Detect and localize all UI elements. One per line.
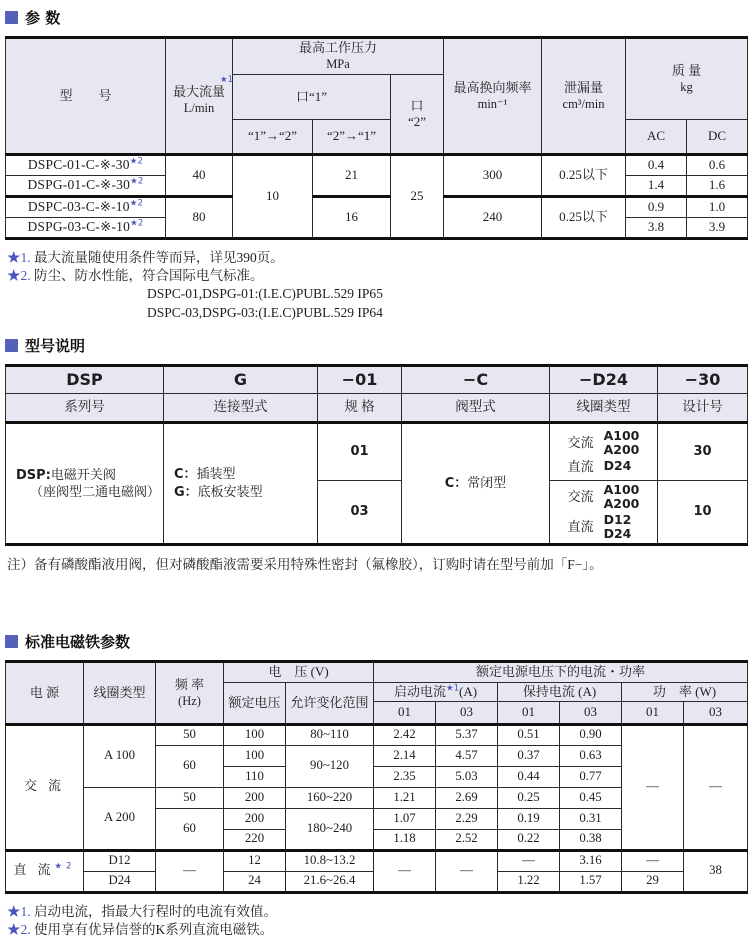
t3-subheader-01: 01	[498, 701, 560, 724]
coil-value: D24	[603, 458, 632, 474]
coil-value: A200	[603, 496, 640, 512]
wattage-03-value: 38	[684, 850, 748, 892]
code-valve-type: −C	[402, 365, 550, 393]
t1-header-leakage-text: 泄漏量	[563, 79, 603, 95]
coil-options-10	[568, 482, 640, 543]
inrush-03-value: 5.03	[436, 766, 498, 787]
wattage-03-value: —	[684, 724, 748, 850]
t1-header-max-pressure	[233, 38, 444, 75]
code-size: −01	[318, 365, 402, 393]
mass-ac-value: 3.8	[626, 217, 687, 238]
t1-header-mass-unit: kg	[680, 79, 693, 94]
t1-header-max-flow-unit: L/min	[183, 100, 215, 115]
t3-subheader-01: 01	[374, 701, 436, 724]
series-key: DSP:	[16, 467, 51, 483]
code-coil-type: −D24	[550, 365, 658, 393]
t3-data-row-7	[6, 850, 748, 871]
inrush-01-value: 2.35	[374, 766, 436, 787]
wattage-01-value: 29	[622, 871, 684, 892]
model-designation-table	[5, 364, 748, 547]
t3-subheader-03: 03	[560, 701, 622, 724]
size-01-cell	[318, 422, 402, 480]
spacer	[5, 573, 747, 629]
model-number-cell	[6, 217, 166, 238]
coil-dc-group	[568, 513, 640, 542]
code-design-number: −30	[658, 365, 748, 393]
footnote-2-marker: ★2.	[7, 921, 31, 937]
t3-header-voltage-range: 允许变化范围	[286, 682, 374, 724]
t3-subheader-01: 01	[622, 701, 684, 724]
t1-header-switching-freq-text: 最高换向频率	[453, 79, 532, 95]
t1-header-mass-text: 质 量	[671, 62, 702, 78]
t1-header-dir-2to1: “2”→“1”	[313, 119, 391, 154]
section-title-solenoid-parameters	[5, 631, 747, 652]
model-footnote-marker: ★2	[129, 198, 144, 209]
pressure-2to1-value: 21	[313, 154, 391, 196]
coil-value: A100	[603, 481, 640, 497]
model-footnote-marker: ★2	[130, 176, 144, 187]
inrush-03-value: 2.52	[436, 829, 498, 850]
inrush-01-value: 1.18	[374, 829, 436, 850]
max-flow-value: 40	[166, 154, 233, 196]
t1-header-switching-freq	[444, 38, 542, 155]
t1-header-ac: AC	[626, 119, 687, 154]
model-number: DSPC-01-C-※-30	[27, 156, 130, 172]
t3-header-power: 电 源	[6, 662, 84, 725]
holding-03-value: 1.57	[560, 871, 622, 892]
frequency-value: 50	[156, 724, 224, 745]
mass-dc-value: 1.0	[687, 196, 748, 217]
t3-subheader-03: 03	[684, 701, 748, 724]
frequency-value: —	[156, 850, 224, 892]
t1-header-max-pressure-unit: MPa	[326, 57, 350, 72]
ac-label: 交流	[567, 435, 594, 450]
holding-01-value: 1.22	[498, 871, 560, 892]
footnote-2	[7, 921, 747, 939]
inrush-01-value: 2.14	[374, 745, 436, 766]
holding-03-value: 0.77	[560, 766, 622, 787]
design-10-value: 10	[693, 504, 712, 520]
dc-label: 直流	[567, 458, 594, 474]
model-footnote-marker: ★2	[130, 218, 144, 229]
holding-03-value: 0.90	[560, 724, 622, 745]
inrush-01-value: 2.42	[374, 724, 436, 745]
solenoid-parameters-table	[5, 660, 748, 894]
model-footnote-marker: ★2	[129, 156, 144, 167]
dc-coil-values	[604, 513, 632, 542]
holding-03-value: 3.16	[560, 850, 622, 871]
section-title-text: 型号说明	[25, 336, 86, 355]
footnote-2-marker: ★2.	[7, 268, 31, 284]
rated-voltage-value: 100	[224, 745, 286, 766]
model-number: DSPG-01-C-※-30	[27, 176, 131, 192]
inrush-01-value: 1.07	[374, 808, 436, 829]
inrush-01-value: 1.21	[374, 787, 436, 808]
t3-header-holding-current: 保持电流 (A)	[498, 682, 622, 701]
section-title-parameters	[5, 7, 747, 28]
voltage-range-value: 80~110	[286, 724, 374, 745]
size-03-cell	[318, 480, 402, 545]
t1-data-row-1	[6, 154, 748, 175]
switching-freq-value: 240	[444, 196, 542, 238]
label-size: 规 格	[318, 393, 402, 422]
mass-ac-value: 0.9	[626, 196, 687, 217]
inrush-03-value: 4.57	[436, 745, 498, 766]
holding-03-value: 0.45	[560, 787, 622, 808]
holding-01-value: 0.44	[498, 766, 560, 787]
rated-voltage-value: 200	[224, 808, 286, 829]
connection-c-key: C：	[174, 467, 197, 483]
footnote-1	[7, 903, 747, 921]
t3-header-inrush-unit: (A)	[459, 683, 478, 699]
section-title-text: 参 数	[25, 9, 61, 27]
ac-power-label: 交 流	[6, 724, 84, 850]
footnote-1-marker: ★1.	[7, 903, 31, 919]
coil-options-30	[568, 428, 640, 476]
t3-header-wattage: 功 率 (W)	[622, 682, 748, 701]
max-flow-value: 80	[166, 196, 233, 238]
leakage-value: 0.25以下	[542, 196, 626, 238]
t3-header-frequency	[156, 662, 224, 725]
switching-freq-value: 300	[444, 154, 542, 196]
t3-header-voltage: 电 压 (V)	[224, 662, 374, 682]
rated-voltage-value: 100	[224, 724, 286, 745]
series-description-line2: （座阀型二通电磁阀）	[30, 484, 161, 499]
t3-subheader-03: 03	[436, 701, 498, 724]
label-valve-type: 阀型式	[402, 393, 550, 422]
code-connection: G	[164, 365, 318, 393]
valve-type-key: C：	[444, 475, 468, 491]
t3-header-frequency-unit: (Hz)	[178, 693, 201, 708]
coil-type-a100: A 100	[84, 724, 156, 787]
footnote-2-detail-2: DSPC-03,DSPG-03:(I.E.C)PUBL.529 IP64	[147, 304, 383, 320]
connection-c-value: 插装型	[196, 466, 236, 482]
voltage-range-value: 21.6~26.4	[286, 871, 374, 892]
coil-dc-group	[568, 459, 640, 475]
t1-header-row-1	[6, 38, 748, 75]
holding-03-value: 0.38	[560, 829, 622, 850]
model-number: DSPC-03-C-※-10	[27, 198, 130, 214]
t3-header-inrush-current	[374, 682, 498, 701]
coil-options-30-cell	[550, 422, 658, 480]
t3-header-frequency-text: 频 率	[174, 676, 205, 692]
series-description-cell	[6, 422, 164, 545]
code-series: DSP	[6, 365, 164, 393]
t1-header-port2-char: 口	[410, 97, 424, 113]
footnote-2-text: 使用享有优异信誉的K系列直流电磁铁。	[34, 921, 274, 937]
t2-label-row	[6, 393, 748, 422]
coil-type-d24: D24	[84, 871, 156, 892]
dc-power-label-text: 直 流	[13, 863, 55, 878]
t1-header-max-flow-text: 最大流量	[172, 83, 225, 99]
series-value: 电磁开关阀	[50, 466, 116, 482]
t3-footnotes	[7, 903, 747, 939]
coil-options-10-cell	[550, 480, 658, 545]
t1-header-port1: 口“1”	[233, 74, 391, 119]
frequency-value: 60	[156, 745, 224, 787]
footnote-2-text: 防尘、防水性能，符合国际电气标准。	[34, 268, 264, 284]
t1-data-row-3	[6, 196, 748, 217]
rated-voltage-value: 110	[224, 766, 286, 787]
frequency-value: 60	[156, 808, 224, 850]
t1-header-max-pressure-text: 最高工作压力	[298, 40, 377, 55]
t1-header-dc: DC	[687, 119, 748, 154]
dc-power-label	[6, 850, 84, 892]
t3-header-inrush-text: 启动电流	[393, 683, 446, 699]
rated-voltage-value: 24	[224, 871, 286, 892]
mass-dc-value: 3.9	[687, 217, 748, 238]
footnote-1	[7, 249, 747, 267]
voltage-range-value: 180~240	[286, 808, 374, 850]
dc-label: 直流	[567, 518, 594, 534]
mass-dc-value: 1.6	[687, 175, 748, 196]
label-series: 系列号	[6, 393, 164, 422]
wattage-01-value: —	[622, 850, 684, 871]
label-coil-type: 线圈类型	[550, 393, 658, 422]
footnote-1-text: 启动电流，指最大行程时的电流有效值。	[34, 903, 277, 919]
t3-header-coil-type: 线圈类型	[84, 662, 156, 725]
design-30-cell	[658, 422, 748, 480]
t2-content-row-1	[6, 422, 748, 480]
t1-header-port2-num: “2”	[407, 113, 427, 129]
t1-header-dir-1to2: “1”→“2”	[233, 119, 313, 154]
ac-coil-values	[604, 429, 640, 458]
t3-data-row-1	[6, 724, 748, 745]
connection-description-cell	[164, 422, 318, 545]
dc-coil-values	[604, 459, 632, 473]
model-number: DSPG-03-C-※-10	[27, 218, 131, 234]
holding-01-value: 0.37	[498, 745, 560, 766]
model-number-cell	[6, 175, 166, 196]
inrush-03-value: 2.69	[436, 787, 498, 808]
rated-voltage-value: 200	[224, 787, 286, 808]
holding-01-value: 0.25	[498, 787, 560, 808]
section-marker-icon	[5, 339, 18, 352]
design-30-value: 30	[693, 444, 712, 460]
connection-g-key: G：	[174, 484, 198, 500]
t1-header-leakage-unit: cm³/min	[562, 96, 605, 111]
mass-ac-value: 0.4	[626, 154, 687, 175]
inrush-footnote-marker: ★1	[445, 683, 460, 694]
rated-voltage-value: 12	[224, 850, 286, 871]
t1-header-switching-freq-unit: min⁻¹	[477, 96, 508, 111]
holding-01-value: 0.19	[498, 808, 560, 829]
coil-type-d12: D12	[84, 850, 156, 871]
voltage-range-value: 90~120	[286, 745, 374, 787]
t1-footnotes	[7, 249, 747, 322]
footnote-1-marker: ★1.	[7, 249, 31, 265]
t1-header-max-flow	[166, 38, 233, 155]
footnote-2-detail-1: DSPC-01,DSPG-01:(I.E.C)PUBL.529 IP65	[147, 286, 383, 302]
holding-01-value: 0.51	[498, 724, 560, 745]
coil-type-a200: A 200	[84, 787, 156, 850]
coil-ac-group	[568, 483, 640, 512]
section-title-text: 标准电磁铁参数	[25, 633, 131, 652]
size-01-value: 01	[350, 444, 369, 460]
voltage-range-value: 160~220	[286, 787, 374, 808]
inrush-03-value: —	[436, 850, 498, 892]
t2-code-row	[6, 365, 748, 393]
model-number-cell	[6, 154, 166, 175]
t1-header-mass	[626, 38, 748, 120]
pressure-1to2-value: 10	[233, 154, 313, 238]
label-design-number: 设计号	[658, 393, 748, 422]
inrush-03-value: 2.29	[436, 808, 498, 829]
footnote-1-text: 最大流量随使用条件等而异，详见390页。	[34, 249, 284, 265]
t1-header-model: 型 号	[6, 38, 166, 155]
t3-header-row-1	[6, 662, 748, 682]
holding-01-value: —	[498, 850, 560, 871]
coil-value: A100	[603, 427, 640, 443]
footnote-2	[7, 267, 747, 285]
port2-pressure-value: 25	[391, 154, 444, 238]
design-10-cell	[658, 480, 748, 545]
frequency-value: 50	[156, 787, 224, 808]
wattage-01-value: —	[622, 724, 684, 850]
inrush-03-value: 5.37	[436, 724, 498, 745]
leakage-value: 0.25以下	[542, 154, 626, 196]
t3-header-current-power: 额定电源电压下的电流・功率	[374, 662, 748, 682]
inrush-01-value: —	[374, 850, 436, 892]
parameters-table	[5, 36, 748, 240]
rated-voltage-value: 220	[224, 829, 286, 850]
mass-ac-value: 1.4	[626, 175, 687, 196]
ac-coil-values	[604, 483, 640, 512]
label-connection: 连接型式	[164, 393, 318, 422]
section-marker-icon	[5, 635, 18, 648]
coil-ac-group	[568, 429, 640, 458]
section-marker-icon	[5, 11, 18, 24]
t3-header-rated-voltage: 额定电压	[224, 682, 286, 724]
mass-dc-value: 0.6	[687, 154, 748, 175]
valve-type-value: 常闭型	[467, 474, 507, 490]
coil-value: D24	[603, 525, 632, 541]
valve-type-cell	[402, 422, 550, 545]
dc-footnote-marker: ★2	[54, 861, 76, 872]
voltage-range-value: 10.8~13.2	[286, 850, 374, 871]
holding-03-value: 0.31	[560, 808, 622, 829]
coil-value: D12	[603, 511, 632, 527]
section-title-model-designation	[5, 335, 747, 356]
ac-label: 交流	[567, 489, 594, 504]
connection-g-value: 底板安装型	[197, 483, 263, 499]
t1-header-leakage	[542, 38, 626, 155]
flow-footnote-marker: ★1	[220, 74, 234, 85]
pressure-2to1-value: 16	[313, 196, 391, 238]
holding-01-value: 0.22	[498, 829, 560, 850]
t2-note: 注）备有磷酸酯液用阀，但对磷酸酯液需要采用特殊性密封（氟橡胶），订购时请在型号前加「F−」。	[7, 557, 603, 573]
model-number-cell	[6, 196, 166, 217]
size-03-value: 03	[350, 504, 369, 520]
coil-value: A200	[603, 442, 640, 458]
t1-header-port2	[391, 74, 444, 154]
holding-03-value: 0.63	[560, 745, 622, 766]
